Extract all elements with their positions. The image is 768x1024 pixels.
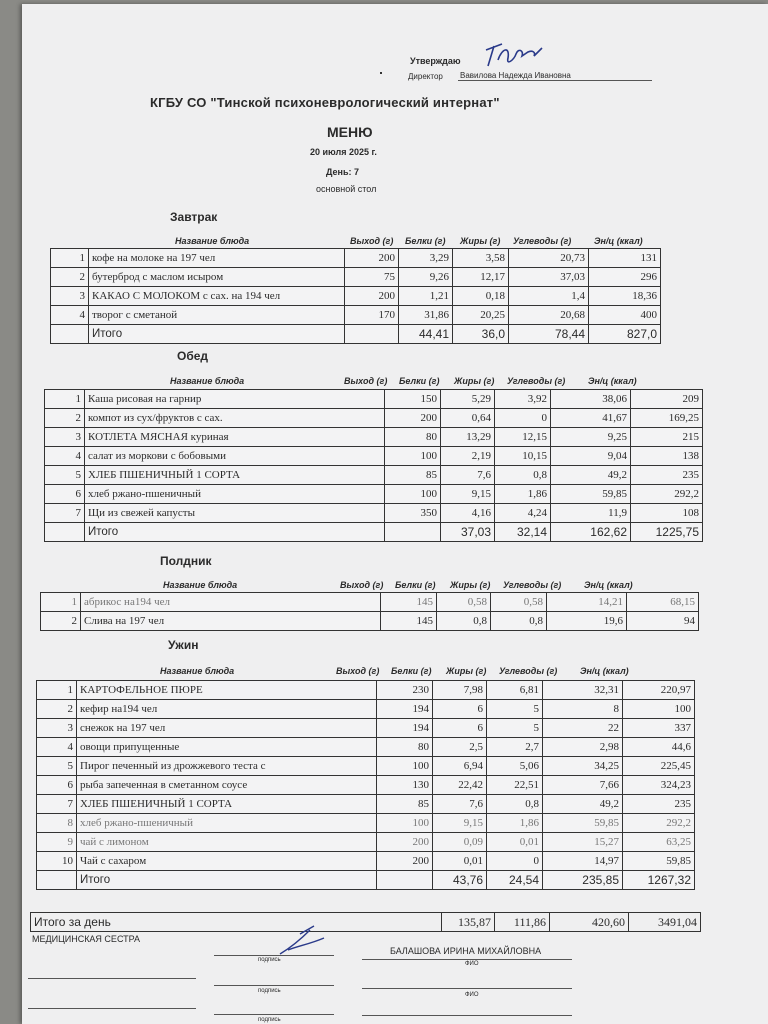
signature-caption-3: подпись	[258, 1017, 281, 1023]
dish-number: 1	[41, 593, 81, 612]
dish-carbs: 9,25	[551, 428, 631, 447]
dish-energy: 138	[631, 447, 703, 466]
dish-name: салат из моркови с бобовыми	[85, 447, 385, 466]
total-proteins: 37,03	[441, 523, 495, 542]
dish-energy: 131	[589, 249, 661, 268]
dish-fats: 1,86	[495, 485, 551, 504]
table-row	[45, 485, 703, 504]
dish-proteins: 13,29	[441, 428, 495, 447]
column-header-energy: Эн/ц (ккал)	[580, 666, 629, 676]
table-row	[37, 814, 695, 833]
meal-table	[44, 389, 703, 542]
column-header-proteins: Белки (г)	[395, 580, 436, 590]
dish-energy: 235	[631, 466, 703, 485]
approve-label: Утверждаю	[410, 56, 461, 66]
dish-yield: 100	[377, 757, 433, 776]
dish-fats: 0,8	[487, 795, 543, 814]
total-energy: 1267,32	[623, 871, 695, 890]
director-name: Вавилова Надежда Ивановна	[458, 71, 652, 81]
dish-name: абрикос на194 чел	[81, 593, 381, 612]
dish-yield: 100	[377, 814, 433, 833]
table-row	[37, 738, 695, 757]
dish-carbs: 1,4	[509, 287, 589, 306]
table-row	[45, 428, 703, 447]
total-label: Итого	[77, 871, 377, 890]
dish-name: хлеб ржано-пшеничный	[85, 485, 385, 504]
dish-name: кофе на молоке на 197 чел	[89, 249, 345, 268]
dish-energy: 63,25	[623, 833, 695, 852]
signature-caption-2: подпись	[258, 988, 281, 994]
menu-date: 20 июля 2025 г.	[310, 147, 377, 157]
dish-energy: 169,25	[631, 409, 703, 428]
column-header-yield: Выход (г)	[344, 376, 388, 386]
table-row	[45, 504, 703, 523]
table-row	[37, 852, 695, 871]
column-header-fats: Жиры (г)	[446, 666, 487, 676]
table-row	[37, 700, 695, 719]
table-row	[37, 776, 695, 795]
dish-carbs: 59,85	[543, 814, 623, 833]
dish-number: 1	[37, 681, 77, 700]
signature-line-2	[214, 985, 334, 986]
dish-fats: 20,25	[453, 306, 509, 325]
total-row	[45, 523, 703, 542]
dish-carbs: 15,27	[543, 833, 623, 852]
nurse-label: МЕДИЦИНСКАЯ СЕСТРА	[32, 934, 141, 944]
table-row	[45, 466, 703, 485]
dish-number: 10	[37, 852, 77, 871]
dish-yield: 200	[345, 287, 399, 306]
dish-yield: 130	[377, 776, 433, 795]
fio-caption-2: ФИО	[465, 992, 479, 998]
dish-carbs: 38,06	[551, 390, 631, 409]
total-fats: 24,54	[487, 871, 543, 890]
dish-name: КАКАО С МОЛОКОМ с сах. на 194 чел	[89, 287, 345, 306]
dish-fats: 2,7	[487, 738, 543, 757]
dish-fats: 5,06	[487, 757, 543, 776]
dish-number: 3	[51, 287, 89, 306]
total-yield-empty	[385, 523, 441, 542]
dish-energy: 296	[589, 268, 661, 287]
table-row	[51, 287, 661, 306]
dish-number: 3	[37, 719, 77, 738]
table-row	[41, 593, 699, 612]
dish-fats: 12,15	[495, 428, 551, 447]
dish-fats: 0,8	[495, 466, 551, 485]
column-header-energy: Эн/ц (ккал)	[588, 376, 637, 386]
dish-fats: 5	[487, 719, 543, 738]
dish-energy: 220,97	[623, 681, 695, 700]
dish-energy: 292,2	[623, 814, 695, 833]
dish-proteins: 2,19	[441, 447, 495, 466]
dot-mark	[380, 72, 382, 74]
dish-energy: 100	[623, 700, 695, 719]
dish-number: 7	[37, 795, 77, 814]
dish-fats: 3,92	[495, 390, 551, 409]
dish-energy: 59,85	[623, 852, 695, 871]
dish-yield: 80	[377, 738, 433, 757]
dish-proteins: 4,16	[441, 504, 495, 523]
dish-fats: 0,01	[487, 833, 543, 852]
position-line-3	[28, 1008, 196, 1009]
dish-proteins: 31,86	[399, 306, 453, 325]
dish-number: 2	[41, 612, 81, 631]
total-spacer	[37, 871, 77, 890]
dish-proteins: 22,42	[433, 776, 487, 795]
table-row	[37, 757, 695, 776]
dish-fats: 22,51	[487, 776, 543, 795]
dish-name: овощи припущенные	[77, 738, 377, 757]
column-header-fats: Жиры (г)	[460, 236, 501, 246]
dish-number: 2	[51, 268, 89, 287]
total-carbs: 78,44	[509, 325, 589, 344]
dish-proteins: 0,64	[441, 409, 495, 428]
dish-energy: 215	[631, 428, 703, 447]
dish-name: Чай с сахаром	[77, 852, 377, 871]
fio-caption-1: ФИО	[465, 961, 479, 967]
dish-proteins: 1,21	[399, 287, 453, 306]
dish-fats: 0	[495, 409, 551, 428]
dish-carbs: 41,67	[551, 409, 631, 428]
meal-title: Завтрак	[170, 210, 218, 224]
dish-carbs: 59,85	[551, 485, 631, 504]
column-header-fats: Жиры (г)	[454, 376, 495, 386]
menu-day: День: 7	[326, 167, 359, 177]
column-header-name: Название блюда	[175, 236, 250, 246]
dish-number: 8	[37, 814, 77, 833]
total-spacer	[45, 523, 85, 542]
dish-carbs: 20,68	[509, 306, 589, 325]
dish-proteins: 6,94	[433, 757, 487, 776]
dish-energy: 44,6	[623, 738, 695, 757]
dish-proteins: 0,01	[433, 852, 487, 871]
total-spacer	[51, 325, 89, 344]
meal-table	[50, 248, 661, 344]
dish-yield: 350	[385, 504, 441, 523]
day-total-fats: 111,86	[495, 913, 550, 932]
total-label: Итого	[89, 325, 345, 344]
column-header-carbs: Углеводы (г)	[507, 376, 566, 386]
column-header-energy: Эн/ц (ккал)	[584, 580, 633, 590]
dish-fats: 5	[487, 700, 543, 719]
dish-yield: 145	[381, 593, 437, 612]
total-fats: 32,14	[495, 523, 551, 542]
dish-fats: 0	[487, 852, 543, 871]
column-header-yield: Выход (г)	[336, 666, 380, 676]
total-carbs: 162,62	[551, 523, 631, 542]
column-header-name: Название блюда	[163, 580, 238, 590]
dish-number: 6	[37, 776, 77, 795]
dish-fats: 6,81	[487, 681, 543, 700]
dish-fats: 0,58	[491, 593, 547, 612]
dish-carbs: 9,04	[551, 447, 631, 466]
dish-number: 9	[37, 833, 77, 852]
dish-energy: 400	[589, 306, 661, 325]
day-total-carbs: 420,60	[550, 913, 629, 932]
dish-proteins: 3,29	[399, 249, 453, 268]
dish-yield: 100	[385, 447, 441, 466]
table-row	[45, 409, 703, 428]
dish-name: кефир на194 чел	[77, 700, 377, 719]
dish-yield: 194	[377, 700, 433, 719]
table-type: основной стол	[316, 184, 377, 194]
dish-proteins: 9,15	[433, 814, 487, 833]
column-header-name: Название блюда	[160, 666, 235, 676]
dish-carbs: 11,9	[551, 504, 631, 523]
dish-fats: 0,8	[491, 612, 547, 631]
dish-energy: 108	[631, 504, 703, 523]
dish-number: 3	[45, 428, 85, 447]
dish-carbs: 14,97	[543, 852, 623, 871]
dish-number: 2	[37, 700, 77, 719]
dish-yield: 85	[385, 466, 441, 485]
dish-name: ХЛЕБ ПШЕНИЧНЫЙ 1 СОРТА	[85, 466, 385, 485]
dish-carbs: 19,6	[547, 612, 627, 631]
dish-yield: 194	[377, 719, 433, 738]
total-yield-empty	[345, 325, 399, 344]
director-signature	[480, 40, 550, 72]
dish-energy: 292,2	[631, 485, 703, 504]
dish-proteins: 9,26	[399, 268, 453, 287]
dish-proteins: 9,15	[441, 485, 495, 504]
dish-carbs: 49,2	[551, 466, 631, 485]
dish-carbs: 49,2	[543, 795, 623, 814]
dish-carbs: 20,73	[509, 249, 589, 268]
meal-title: Полдник	[160, 554, 212, 568]
dish-yield: 145	[381, 612, 437, 631]
total-row	[37, 871, 695, 890]
total-proteins: 43,76	[433, 871, 487, 890]
column-header-name: Название блюда	[170, 376, 245, 386]
dish-energy: 324,23	[623, 776, 695, 795]
table-row	[37, 833, 695, 852]
meal-table	[36, 680, 695, 890]
total-proteins: 44,41	[399, 325, 453, 344]
signature-line-1	[214, 955, 334, 956]
nurse-signature	[270, 920, 340, 960]
total-yield-empty	[377, 871, 433, 890]
dish-name: бутерброд с маслом исыром	[89, 268, 345, 287]
dish-carbs: 7,66	[543, 776, 623, 795]
column-header-energy: Эн/ц (ккал)	[594, 236, 643, 246]
dish-carbs: 34,25	[543, 757, 623, 776]
dish-number: 5	[37, 757, 77, 776]
fio-line-2	[362, 988, 572, 989]
organization-name: КГБУ СО "Тинской психоневрологический интернат"	[150, 95, 500, 110]
dish-name: Каша рисовая на гарнир	[85, 390, 385, 409]
column-header-yield: Выход (г)	[350, 236, 394, 246]
table-row	[37, 681, 695, 700]
fio-line-1	[362, 959, 572, 960]
dish-energy: 209	[631, 390, 703, 409]
column-header-proteins: Белки (г)	[399, 376, 440, 386]
table-row	[37, 719, 695, 738]
dish-yield: 200	[377, 852, 433, 871]
column-header-carbs: Углеводы (г)	[503, 580, 562, 590]
dish-yield: 200	[377, 833, 433, 852]
column-header-carbs: Углеводы (г)	[499, 666, 558, 676]
dish-name: ХЛЕБ ПШЕНИЧНЫЙ 1 СОРТА	[77, 795, 377, 814]
dish-yield: 80	[385, 428, 441, 447]
dish-yield: 100	[385, 485, 441, 504]
dish-yield: 200	[345, 249, 399, 268]
dish-proteins: 2,5	[433, 738, 487, 757]
dish-fats: 0,18	[453, 287, 509, 306]
dish-number: 4	[45, 447, 85, 466]
day-total-table	[30, 912, 701, 932]
dish-yield: 230	[377, 681, 433, 700]
meal-table	[40, 592, 699, 631]
dish-energy: 68,15	[627, 593, 699, 612]
dish-number: 4	[37, 738, 77, 757]
dish-name: рыба запеченная в сметанном соусе	[77, 776, 377, 795]
dish-yield: 75	[345, 268, 399, 287]
table-row	[45, 447, 703, 466]
dish-proteins: 7,98	[433, 681, 487, 700]
director-label: Директор	[408, 72, 443, 81]
dish-name: Щи из свежей капусты	[85, 504, 385, 523]
dish-yield: 200	[385, 409, 441, 428]
dish-name: КАРТОФЕЛЬНОЕ ПЮРЕ	[77, 681, 377, 700]
total-label: Итого	[85, 523, 385, 542]
total-energy: 1225,75	[631, 523, 703, 542]
column-header-carbs: Углеводы (г)	[513, 236, 572, 246]
dish-number: 1	[45, 390, 85, 409]
table-row	[51, 249, 661, 268]
table-row	[51, 268, 661, 287]
dish-name: Пирог печенный из дрожжевого теста с	[77, 757, 377, 776]
dish-yield: 170	[345, 306, 399, 325]
day-total-energy: 3491,04	[629, 913, 701, 932]
dish-fats: 12,17	[453, 268, 509, 287]
column-header-yield: Выход (г)	[340, 580, 384, 590]
dish-name: компот из сух/фруктов с сах.	[85, 409, 385, 428]
dish-fats: 4,24	[495, 504, 551, 523]
fio-line-3	[362, 1015, 572, 1016]
dish-energy: 94	[627, 612, 699, 631]
total-carbs: 235,85	[543, 871, 623, 890]
dish-fats: 3,58	[453, 249, 509, 268]
nurse-name: БАЛАШОВА ИРИНА МИХАЙЛОВНА	[390, 946, 542, 956]
day-total-label: Итого за день	[31, 913, 442, 932]
table-row	[41, 612, 699, 631]
dish-proteins: 5,29	[441, 390, 495, 409]
dish-carbs: 32,31	[543, 681, 623, 700]
dish-carbs: 22	[543, 719, 623, 738]
dish-energy: 225,45	[623, 757, 695, 776]
dish-energy: 18,36	[589, 287, 661, 306]
dish-name: творог с сметаной	[89, 306, 345, 325]
dish-name: снежок на 197 чел	[77, 719, 377, 738]
dish-carbs: 14,21	[547, 593, 627, 612]
dish-proteins: 7,6	[441, 466, 495, 485]
day-total-proteins: 135,87	[442, 913, 495, 932]
table-row	[51, 306, 661, 325]
position-line-2	[28, 978, 196, 979]
meal-title: Обед	[177, 349, 209, 363]
dish-fats: 10,15	[495, 447, 551, 466]
meal-title: Ужин	[168, 638, 199, 652]
dish-proteins: 0,09	[433, 833, 487, 852]
page-title: МЕНЮ	[327, 124, 373, 140]
dish-name: чай с лимоном	[77, 833, 377, 852]
dish-yield: 150	[385, 390, 441, 409]
dish-name: КОТЛЕТА МЯСНАЯ куриная	[85, 428, 385, 447]
signature-line-3	[214, 1014, 334, 1015]
table-row	[45, 390, 703, 409]
dish-carbs: 2,98	[543, 738, 623, 757]
column-header-proteins: Белки (г)	[391, 666, 432, 676]
total-fats: 36,0	[453, 325, 509, 344]
dish-fats: 1,86	[487, 814, 543, 833]
column-header-proteins: Белки (г)	[405, 236, 446, 246]
dish-number: 6	[45, 485, 85, 504]
dish-energy: 337	[623, 719, 695, 738]
dish-proteins: 0,8	[437, 612, 491, 631]
dish-proteins: 0,58	[437, 593, 491, 612]
dish-name: Слива на 197 чел	[81, 612, 381, 631]
column-header-fats: Жиры (г)	[450, 580, 491, 590]
dish-number: 2	[45, 409, 85, 428]
dish-proteins: 7,6	[433, 795, 487, 814]
total-row	[51, 325, 661, 344]
dish-energy: 235	[623, 795, 695, 814]
total-energy: 827,0	[589, 325, 661, 344]
dish-carbs: 37,03	[509, 268, 589, 287]
dish-number: 7	[45, 504, 85, 523]
signature-caption-1: подпись	[258, 957, 281, 963]
table-row	[37, 795, 695, 814]
dish-carbs: 8	[543, 700, 623, 719]
dish-proteins: 6	[433, 700, 487, 719]
dish-number: 5	[45, 466, 85, 485]
dish-proteins: 6	[433, 719, 487, 738]
dish-name: хлеб ржано-пшеничный	[77, 814, 377, 833]
dish-yield: 85	[377, 795, 433, 814]
dish-number: 1	[51, 249, 89, 268]
dish-number: 4	[51, 306, 89, 325]
